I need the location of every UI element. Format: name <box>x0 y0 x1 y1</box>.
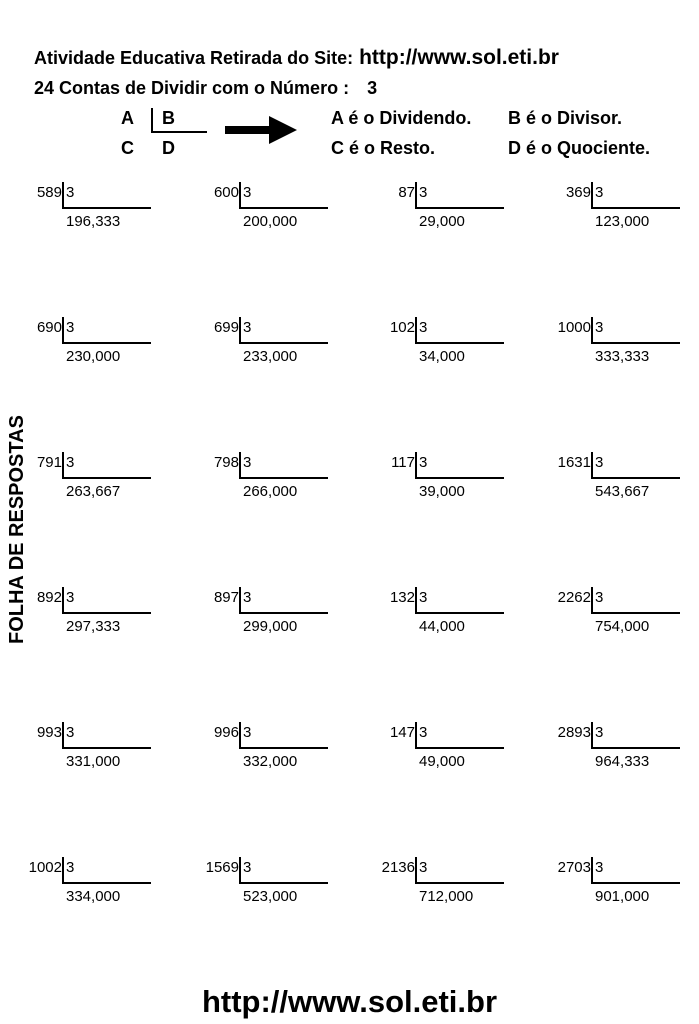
dividend-value: 1569 <box>205 859 239 876</box>
quotient-value: 712,000 <box>419 888 474 905</box>
division-underline <box>415 747 504 749</box>
division-problem <box>0 450 176 500</box>
division-problem <box>177 450 353 500</box>
division-problem <box>0 585 176 635</box>
division-underline <box>239 342 328 344</box>
quotient-value: 200,000 <box>243 213 298 230</box>
quotient-value: 230,000 <box>66 348 121 365</box>
division-underline <box>415 477 504 479</box>
divisor-value: 3 <box>66 859 75 876</box>
divisor-value: 3 <box>419 184 428 201</box>
dividend-value: 798 <box>213 454 239 471</box>
dividend-value: 699 <box>213 319 239 336</box>
divisor-number: 3 <box>367 78 378 98</box>
definition-dividend: A é o Dividendo. <box>331 108 472 128</box>
dividend-value: 897 <box>213 589 239 606</box>
site-line <box>34 46 559 70</box>
dividend-value: 690 <box>36 319 62 336</box>
divisor-value: 3 <box>243 454 252 471</box>
dividend-value: 1631 <box>557 454 591 471</box>
quotient-value: 964,333 <box>595 753 650 770</box>
divisor-value: 3 <box>66 319 75 336</box>
division-problem <box>177 720 353 770</box>
site-url: http://www.sol.eti.br <box>359 46 559 69</box>
legend-division-underline <box>151 131 207 133</box>
divisor-value: 3 <box>66 184 75 201</box>
quotient-value: 332,000 <box>243 753 298 770</box>
divisor-value: 3 <box>419 454 428 471</box>
division-bar <box>62 587 64 613</box>
divisor-value: 3 <box>419 859 428 876</box>
divisor-value: 3 <box>243 319 252 336</box>
divisor-value: 3 <box>66 724 75 741</box>
divisor-value: 3 <box>243 859 252 876</box>
quotient-value: 299,000 <box>243 618 298 635</box>
division-bar <box>62 182 64 208</box>
division-problem <box>353 450 529 500</box>
division-bar <box>239 722 241 748</box>
quotient-value: 901,000 <box>595 888 650 905</box>
division-problem <box>529 585 699 635</box>
division-underline <box>62 342 151 344</box>
division-problem <box>353 855 529 905</box>
dividend-value: 87 <box>398 184 415 201</box>
divisor-value: 3 <box>595 454 604 471</box>
dividend-value: 892 <box>36 589 62 606</box>
quotient-value: 331,000 <box>66 753 121 770</box>
quotient-value: 754,000 <box>595 618 650 635</box>
divisor-value: 3 <box>595 184 604 201</box>
dividend-value: 1000 <box>557 319 591 336</box>
divisor-value: 3 <box>419 319 428 336</box>
division-underline <box>62 207 151 209</box>
division-underline <box>415 207 504 209</box>
dividend-value: 2893 <box>557 724 591 741</box>
division-bar <box>239 452 241 478</box>
division-bar <box>239 587 241 613</box>
legend-division-bar <box>151 108 153 132</box>
division-underline <box>415 342 504 344</box>
division-underline <box>239 882 328 884</box>
dividend-value: 147 <box>389 724 415 741</box>
quotient-value: 523,000 <box>243 888 298 905</box>
divisor-value: 3 <box>595 319 604 336</box>
division-bar <box>415 317 417 343</box>
division-underline <box>591 342 680 344</box>
division-problem <box>177 315 353 365</box>
division-bar <box>591 857 593 883</box>
division-problem <box>529 720 699 770</box>
count-line-text: 24 Contas de Dividir com o Número : <box>34 78 350 98</box>
quotient-value: 123,000 <box>595 213 650 230</box>
quotient-value: 44,000 <box>419 618 465 635</box>
division-bar <box>415 587 417 613</box>
division-underline <box>239 747 328 749</box>
dividend-value: 2703 <box>557 859 591 876</box>
division-problem <box>0 855 176 905</box>
divisor-value: 3 <box>595 589 604 606</box>
divisor-value: 3 <box>243 184 252 201</box>
quotient-value: 334,000 <box>66 888 121 905</box>
divisor-value: 3 <box>419 724 428 741</box>
definition-remainder: C é o Resto. <box>331 138 436 158</box>
division-bar <box>591 317 593 343</box>
division-underline <box>62 747 151 749</box>
quotient-value: 49,000 <box>419 753 465 770</box>
divisor-value: 3 <box>66 454 75 471</box>
dividend-value: 102 <box>389 319 415 336</box>
dividend-value: 791 <box>36 454 62 471</box>
dividend-value: 996 <box>213 724 239 741</box>
dividend-value: 117 <box>391 454 415 471</box>
division-problem <box>353 315 529 365</box>
division-underline <box>239 477 328 479</box>
division-underline <box>591 612 680 614</box>
division-bar <box>62 452 64 478</box>
division-problem <box>529 315 699 365</box>
division-bar <box>415 452 417 478</box>
quotient-value: 34,000 <box>419 348 465 365</box>
division-underline <box>591 477 680 479</box>
division-bar <box>62 722 64 748</box>
division-bar <box>415 182 417 208</box>
division-problem <box>529 180 699 230</box>
division-underline <box>62 477 151 479</box>
division-underline <box>239 207 328 209</box>
legend-b: B <box>162 108 175 128</box>
division-bar <box>62 857 64 883</box>
division-bar <box>591 452 593 478</box>
division-bar <box>239 182 241 208</box>
division-problem <box>529 855 699 905</box>
division-bar <box>239 857 241 883</box>
division-problem <box>353 585 529 635</box>
division-problem <box>353 180 529 230</box>
division-bar <box>591 722 593 748</box>
division-bar <box>415 722 417 748</box>
dividend-value: 132 <box>389 589 415 606</box>
division-problem <box>353 720 529 770</box>
divisor-value: 3 <box>595 859 604 876</box>
division-underline <box>62 612 151 614</box>
dividend-value: 600 <box>213 184 239 201</box>
definition-quotient: D é o Quociente. <box>508 138 651 158</box>
division-underline <box>591 207 680 209</box>
quotient-value: 266,000 <box>243 483 298 500</box>
divisor-value: 3 <box>243 589 252 606</box>
divisor-value: 3 <box>595 724 604 741</box>
divisor-value: 3 <box>66 589 75 606</box>
division-underline <box>415 612 504 614</box>
divisor-value: 3 <box>419 589 428 606</box>
division-bar <box>415 857 417 883</box>
legend-a: A <box>121 108 134 128</box>
division-bar <box>591 587 593 613</box>
quotient-value: 263,667 <box>66 483 121 500</box>
division-underline <box>239 612 328 614</box>
quotient-value: 39,000 <box>419 483 465 500</box>
definition-divisor: B é o Divisor. <box>508 108 623 128</box>
division-underline <box>415 882 504 884</box>
quotient-value: 233,000 <box>243 348 298 365</box>
quotient-value: 196,333 <box>66 213 121 230</box>
division-problem <box>0 720 176 770</box>
divisor-value: 3 <box>243 724 252 741</box>
legend-c: C <box>121 138 134 158</box>
division-underline <box>591 747 680 749</box>
answer-sheet-label: FOLHA DE RESPOSTAS <box>6 415 28 644</box>
dividend-value: 589 <box>36 184 62 201</box>
quotient-value: 333,333 <box>595 348 650 365</box>
division-problem <box>177 585 353 635</box>
dividend-value: 993 <box>36 724 62 741</box>
dividend-value: 369 <box>565 184 591 201</box>
dividend-value: 1002 <box>28 859 62 876</box>
division-underline <box>62 882 151 884</box>
quotient-value: 297,333 <box>66 618 121 635</box>
site-line-text: Atividade Educativa Retirada do Site: <box>34 48 354 68</box>
division-problem <box>177 855 353 905</box>
legend-d: D <box>162 138 175 158</box>
division-problem <box>529 450 699 500</box>
division-bar <box>591 182 593 208</box>
division-bar <box>62 317 64 343</box>
dividend-value: 2262 <box>557 589 591 606</box>
division-underline <box>591 882 680 884</box>
footer-url: http://www.sol.eti.br <box>201 984 498 1019</box>
right-arrow-icon <box>225 116 297 146</box>
quotient-value: 29,000 <box>419 213 465 230</box>
dividend-value: 2136 <box>381 859 415 876</box>
division-problem <box>0 315 176 365</box>
count-line <box>34 78 377 99</box>
division-problem <box>0 180 176 230</box>
quotient-value: 543,667 <box>595 483 650 500</box>
division-problem <box>177 180 353 230</box>
division-bar <box>239 317 241 343</box>
